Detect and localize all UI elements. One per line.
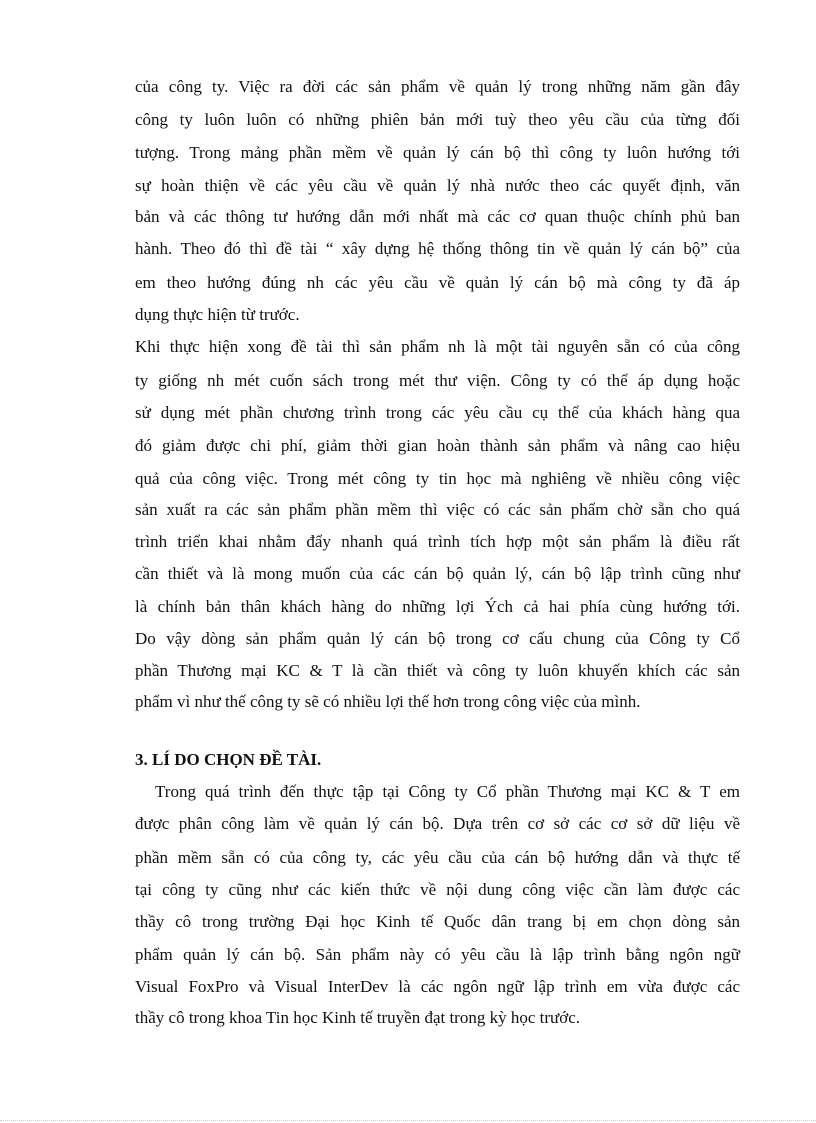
- text-line: cần thiết và là mong muốn của các cán bộ quản lý, cán bộ lập trình cũng như: [135, 564, 740, 583]
- text-line: sự hoàn thiện về các yêu cầu về quản lý nhà nước theo các quyết định, văn: [135, 176, 740, 195]
- text-line: công ty luôn luôn có những phiên bản mới tuỳ theo yêu cầu của từng đối: [135, 110, 740, 129]
- text-line: dụng thực hiện từ trước.: [135, 305, 300, 324]
- text-line: ty giống nh mét cuốn sách trong mét thư viện. Công ty có thể áp dụng hoặc: [135, 371, 740, 390]
- text-line: được phân công làm về quản lý cán bộ. Dựa trên cơ sở các cơ sở dữ liệu về: [135, 814, 740, 833]
- text-line: quả của công việc. Trong mét công ty tin học mà nghiêng về nhiều công việc: [135, 469, 740, 488]
- text-line: Khi thực hiện xong đề tài thì sản phẩm nh là một tài nguyên sẵn có của công: [135, 337, 740, 356]
- text-line: thầy cô trong trường Đại học Kinh tế Quốc dân trang bị em chọn dòng sản: [135, 912, 740, 931]
- text-line: phẩm vì như thế công ty sẽ có nhiều lợi thế hơn trong công việc của mình.: [135, 692, 641, 711]
- text-line: phần Thương mại KC & T là cần thiết và công ty luôn khuyến khích các sản: [135, 661, 740, 680]
- text-line: hành. Theo đó thì đề tài “ xây dựng hệ thống thông tin về quản lý cán bộ” của: [135, 239, 740, 258]
- text-line: trình triển khai nhằm đẩy nhanh quá trình tích hợp một sản phẩm là điều rất: [135, 532, 740, 551]
- page-bottom-divider: [0, 1120, 816, 1121]
- text-line: Do vậy dòng sản phẩm quản lý cán bộ trong cơ cấu chung của Công ty Cổ: [135, 629, 740, 648]
- text-line: đó giảm được chi phí, giảm thời gian hoàn thành sản phẩm và nâng cao hiệu: [135, 436, 740, 455]
- text-line: tại công ty cũng như các kiến thức về nội dung công việc cần làm được các: [135, 880, 740, 899]
- section-heading: 3. LÍ DO CHỌN ĐỀ TÀI.: [135, 750, 322, 769]
- text-line: em theo hướng đúng nh các yêu cầu về quản lý cán bộ mà công ty đã áp: [135, 273, 740, 292]
- text-line: sản xuất ra các sản phẩm phần mềm thì việc có các sản phẩm chờ sẵn cho quá: [135, 500, 740, 519]
- text-line: phần mềm sẵn có của công ty, các yêu cầu của cán bộ hướng dẫn và thực tế: [135, 848, 740, 867]
- text-line: tượng. Trong mảng phần mềm về quản lý cán bộ thì công ty luôn hướng tới: [135, 143, 740, 162]
- text-line: Visual FoxPro và Visual InterDev là các ngôn ngữ lập trình em vừa được các: [135, 977, 740, 996]
- text-line: là chính bản thân khách hàng do những lợi Ých cả hai phía cùng hướng tới.: [135, 597, 740, 616]
- text-line: sử dụng mét phần chương trình trong các yêu cầu cụ thể của khách hàng qua: [135, 403, 740, 422]
- text-line: phẩm quản lý cán bộ. Sản phẩm này có yêu cầu là lập trình bằng ngôn ngữ: [135, 945, 740, 964]
- text-line: bản và các thông tư hướng dẫn mới nhất mà các cơ quan thuộc chính phủ ban: [135, 207, 740, 226]
- text-line: thầy cô trong khoa Tin học Kinh tế truyền đạt trong kỳ học trước.: [135, 1008, 581, 1027]
- text-line: của công ty. Việc ra đời các sản phẩm về quản lý trong những năm gần đây: [135, 77, 740, 96]
- text-line: Trong quá trình đến thực tập tại Công ty Cổ phần Thương mại KC & T em: [155, 782, 740, 801]
